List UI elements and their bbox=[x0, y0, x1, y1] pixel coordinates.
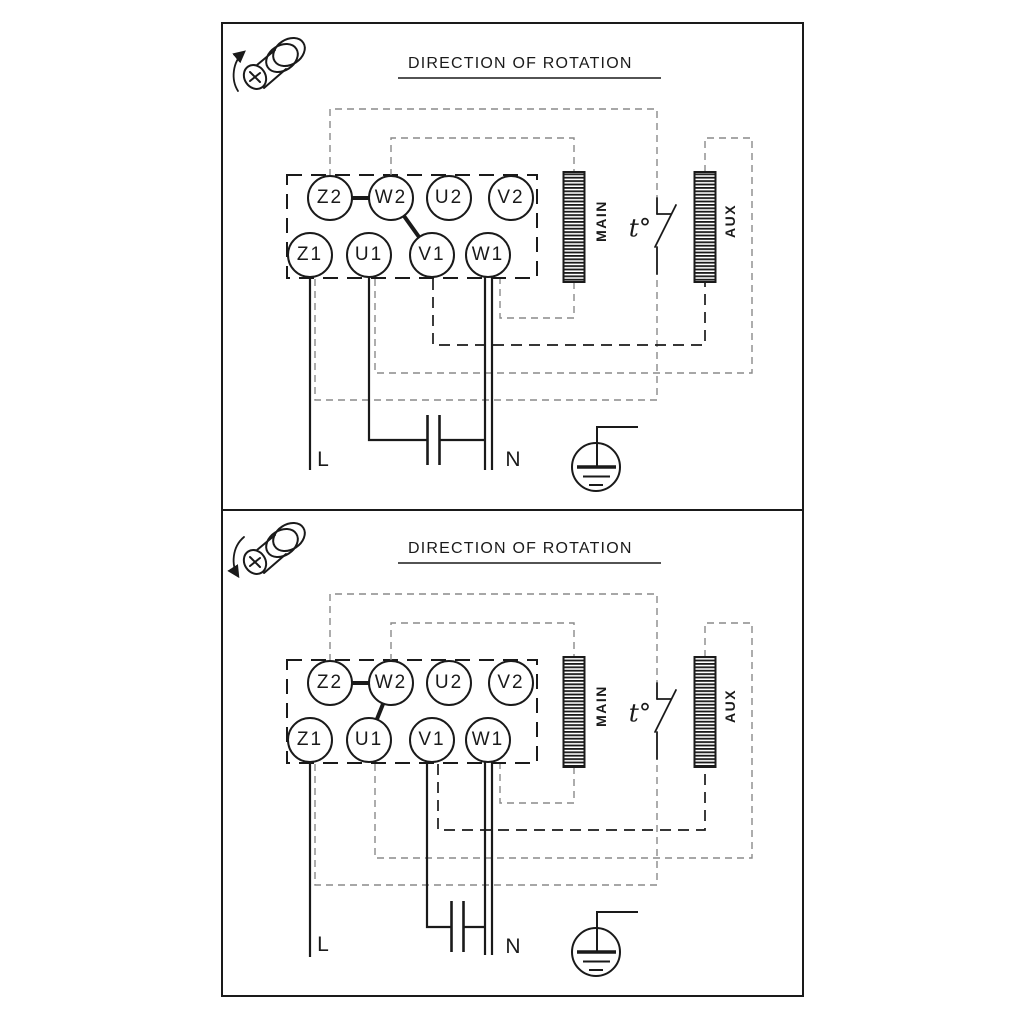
panel1-wire-v1-aux-bottom bbox=[433, 279, 705, 345]
panel2-terminal-label-v2: V2 bbox=[497, 672, 525, 693]
panel2-wire-v1-aux-bottom bbox=[438, 764, 705, 830]
panel2-terminal-label-v1: V1 bbox=[418, 729, 446, 750]
panel2-terminal-label-u1: U1 bbox=[354, 729, 384, 750]
panel1-terminal-label-u1: U1 bbox=[354, 244, 384, 265]
panel2-wire-w2-main-top bbox=[391, 623, 574, 661]
panel1-terminal-label-z2: Z2 bbox=[316, 187, 344, 208]
panel2-terminal-label-z2: Z2 bbox=[316, 672, 344, 693]
panel2-aux-winding-label: AUX bbox=[722, 688, 738, 724]
panel1-line-label: L bbox=[317, 448, 329, 471]
panel1-bridge-w2-v1 bbox=[404, 216, 419, 237]
panel2-terminal-label-z1: Z1 bbox=[296, 729, 324, 750]
panel1-terminal-label-v2: V2 bbox=[497, 187, 525, 208]
panel2-aux-winding-bar bbox=[695, 657, 716, 767]
panel2-bridge-w2-u1 bbox=[377, 704, 383, 719]
panel1-main-winding-bar bbox=[564, 172, 585, 282]
panel2-main-winding-bar bbox=[564, 657, 585, 767]
panel2-thermal-switch-symbol bbox=[655, 683, 676, 759]
panel2 bbox=[222, 510, 803, 996]
panel1-capacitor-symbol bbox=[428, 415, 440, 465]
panel2-terminal-label-w2: W2 bbox=[374, 672, 408, 693]
panel2-title: DIRECTION OF ROTATION bbox=[408, 540, 633, 557]
panel1-terminal-label-z1: Z1 bbox=[296, 244, 324, 265]
panel1-wire-u1-capacitor bbox=[369, 277, 427, 440]
panel1-main-winding-label: MAIN bbox=[593, 200, 609, 242]
panel2-thermal-switch-label: t° bbox=[628, 698, 652, 728]
panel2-wire-main-bottom-w1 bbox=[500, 764, 574, 803]
panel1-wire-w2-main-top bbox=[391, 138, 574, 176]
panel1-title: DIRECTION OF ROTATION bbox=[408, 55, 633, 72]
panel1-aux-winding-bar bbox=[695, 172, 716, 282]
panel2-line-label: L bbox=[317, 933, 329, 956]
panel1-terminal-label-v1: V1 bbox=[418, 244, 446, 265]
panel1-aux-winding-label: AUX bbox=[722, 203, 738, 239]
panel1-terminal-label-w2: W2 bbox=[374, 187, 408, 208]
panel1-neutral-label: N bbox=[505, 448, 521, 471]
panel2-wire-v1-capacitor bbox=[427, 762, 451, 927]
panel1-wire-main-bottom-w1 bbox=[500, 279, 574, 318]
rotation-ccw-icon bbox=[234, 32, 310, 93]
panel2-neutral-label: N bbox=[505, 935, 521, 958]
panel2-terminal-label-w1: W1 bbox=[471, 729, 505, 750]
rotation-cw-icon bbox=[234, 517, 310, 578]
panel1 bbox=[222, 23, 803, 510]
panel1-thermal-switch-symbol bbox=[655, 198, 676, 274]
panel1-ground-symbol bbox=[572, 427, 638, 491]
panel2-terminal-label-u2: U2 bbox=[434, 672, 464, 693]
panel2-capacitor-symbol bbox=[452, 901, 464, 952]
panel2-ground-symbol bbox=[572, 912, 638, 976]
panel2-main-winding-label: MAIN bbox=[593, 685, 609, 727]
panel1-terminal-label-u2: U2 bbox=[434, 187, 464, 208]
panel1-terminal-label-w1: W1 bbox=[471, 244, 505, 265]
panel1-thermal-switch-label: t° bbox=[628, 213, 652, 243]
